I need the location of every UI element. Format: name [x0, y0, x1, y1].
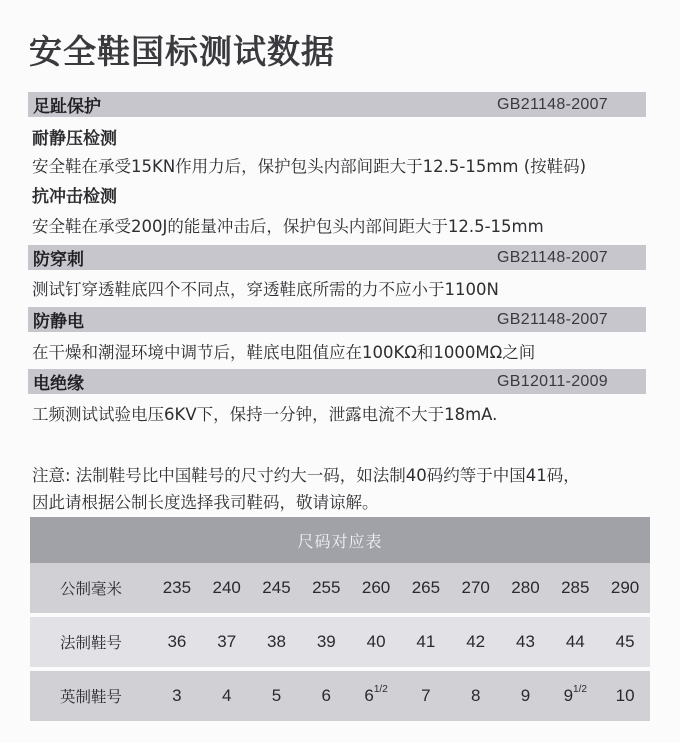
- size-cell: 44: [565, 632, 585, 651]
- size-cell: 40: [366, 632, 386, 651]
- standard-code: GB21148-2007: [497, 95, 608, 113]
- size-cell: 36: [167, 632, 187, 651]
- section-heading: 防穿刺: [33, 250, 84, 270]
- size-cell: 290: [610, 578, 640, 597]
- size-cell: 270: [461, 578, 490, 597]
- impact-text: 安全鞋在承受200J的能量冲击后，保护包头内部间距大于12.5-15mm: [32, 217, 544, 236]
- row-label: 公制毫米: [59, 580, 122, 598]
- size-cell: 7: [421, 686, 431, 705]
- size-cell: 10: [615, 686, 635, 705]
- size-cell: 5: [271, 686, 282, 705]
- fraction-superscript: 1/2: [573, 684, 587, 695]
- size-cell: 285: [561, 578, 590, 597]
- note-line-2: 因此请根据公制长度选择我司鞋码，敬请谅解。: [32, 493, 379, 512]
- standard-code: GB21148-2007: [497, 248, 608, 266]
- size-cell: 3: [172, 686, 182, 705]
- size-cell: 37: [217, 632, 237, 651]
- size-cell: 265: [411, 578, 441, 597]
- size-table-title: 尺码对应表: [30, 517, 650, 563]
- page-title: 安全鞋国标测试数据: [29, 32, 335, 71]
- section-heading: 足趾保护: [33, 97, 101, 117]
- size-cell: 45: [615, 632, 635, 651]
- section-header-insulation: [28, 369, 646, 394]
- size-cell: $9^{1/2}$: [563, 684, 587, 705]
- size-cell: 280: [511, 578, 540, 597]
- size-cell: $6^{1/2}$: [364, 684, 388, 705]
- puncture-text: 测试钉穿透鞋底四个不同点，穿透鞋底所需的力不应小于1100N: [32, 280, 499, 299]
- size-cell: 6: [321, 686, 332, 705]
- section-heading: 防静电: [33, 312, 84, 332]
- size-cell: 240: [212, 578, 241, 597]
- insulation-text: 工频测试试验电压6KV下，保持一分钟，泄露电流不大于18mA.: [32, 405, 498, 424]
- uk-size-row: [30, 671, 650, 725]
- size-cell: 41: [416, 632, 436, 651]
- standard-code: GB12011-2009: [497, 372, 608, 390]
- subheading-impact: 抗冲击检测: [32, 187, 117, 207]
- size-cell: 9: [520, 686, 531, 705]
- size-cell: 4: [221, 686, 232, 705]
- section-header-toe-protection: [28, 92, 646, 117]
- french-size-row: [30, 617, 650, 671]
- size-cell: 39: [316, 632, 336, 651]
- antistatic-text: 在干燥和潮湿环境中调节后，鞋底电阻值应在100KΩ和1000MΩ之间: [32, 343, 536, 362]
- size-cell: 42: [466, 632, 486, 651]
- row-label: 英制鞋号: [59, 688, 122, 706]
- fraction-superscript: 1/2: [373, 684, 388, 695]
- size-cell: 8: [470, 686, 481, 705]
- row-label: 法制鞋号: [59, 634, 122, 652]
- static-pressure-text: 安全鞋在承受15KN作用力后，保护包头内部间距大于12.5-15mm (按鞋码): [32, 157, 587, 176]
- metric-mm-row: [30, 563, 650, 617]
- size-table: [30, 517, 650, 725]
- size-cell: 255: [312, 578, 341, 597]
- size-cell: 245: [262, 578, 291, 597]
- subheading-static-pressure: 耐静压检测: [32, 129, 117, 149]
- note-line-1: 注意: 法制鞋号比中国鞋号的尺寸约大一码，如法制40码约等于中国41码，: [32, 466, 580, 485]
- size-cell: 38: [267, 632, 286, 651]
- section-heading: 电绝缘: [33, 374, 84, 394]
- section-header-antistatic: [28, 307, 646, 332]
- section-header-puncture: [28, 245, 646, 270]
- size-cell: 43: [516, 632, 535, 651]
- size-cell: 235: [162, 578, 192, 597]
- size-cell: 260: [361, 578, 391, 597]
- standard-code: GB21148-2007: [497, 310, 608, 328]
